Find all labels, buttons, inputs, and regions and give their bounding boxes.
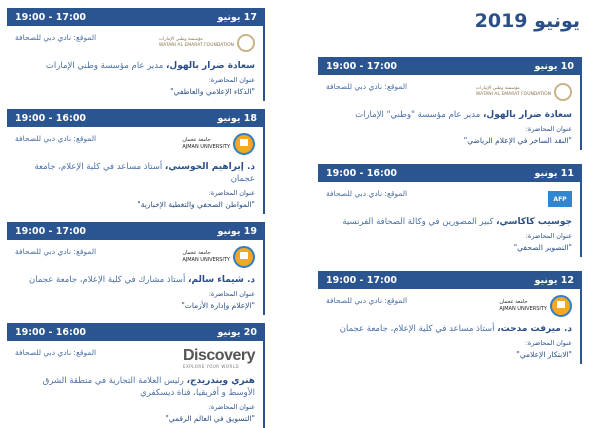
- session-body: [7, 127, 265, 214]
- lecture-title: "النقد الساخر في الإعلام الرياضي": [463, 136, 572, 145]
- speaker: [15, 274, 255, 286]
- speaker: [326, 216, 572, 228]
- session-card: [318, 164, 582, 257]
- session-date: 12 يونيو: [534, 274, 574, 286]
- speaker-role: مدير عام مؤسسة "وطني" الإمارات: [355, 110, 483, 120]
- session-header: [7, 8, 265, 26]
- speaker: [15, 375, 255, 399]
- lecture-title: "التسويق في العالم الرقمي": [165, 414, 255, 423]
- venue: الموقع: نادي دبي للصحافة: [326, 82, 408, 91]
- sponsor-logo: [499, 294, 572, 318]
- session-body: [318, 182, 582, 257]
- speaker: [326, 109, 572, 121]
- session-time: 19:00 - 17:00: [15, 11, 87, 23]
- venue: الموقع: نادي دبي للصحافة: [15, 247, 97, 256]
- session-header: [7, 222, 265, 240]
- ajman-logo-icon: [233, 133, 255, 155]
- speaker-name: د. إبراهيم الحوسني،: [164, 162, 255, 172]
- lecture-title: "الابتكار الإعلامي": [516, 350, 572, 359]
- speaker-role: رئيس العلامة التجارية في منطقة الشرق الأوسط و أفريقيا، قناة ديسكفري: [42, 376, 255, 398]
- speaker: [15, 161, 255, 185]
- logo-text: مؤسسة وطني الإمارات WATANI AL EMARAT FOUNDATION: [475, 86, 551, 97]
- session-time: 19:00 - 16:00: [15, 326, 87, 338]
- session-header: [318, 57, 582, 75]
- venue: الموقع: نادي دبي للصحافة: [15, 348, 97, 357]
- session-time: 19:00 - 16:00: [15, 112, 87, 124]
- sponsor-logo: [182, 132, 255, 156]
- lecture-label: عنوان المحاضرة:: [208, 189, 255, 197]
- speaker-role: أستاذ مشارك في كلية الإعلام، جامعة عجمان: [29, 275, 189, 285]
- session-time: 19:00 - 17:00: [326, 60, 398, 72]
- speaker-name: سعادة ضرار بالهول،: [482, 110, 572, 120]
- lecture-label: عنوان المحاضرة:: [208, 290, 255, 298]
- session-body: [7, 26, 265, 101]
- lecture-label: عنوان المحاضرة:: [208, 403, 255, 411]
- watani-logo-icon: [237, 34, 255, 52]
- discovery-tagline: EXPLORE YOUR WORLD: [183, 363, 240, 369]
- session-card: [7, 222, 265, 315]
- speaker-role: كبير المصورين في وكالة الصحافة الفرنسية: [342, 217, 497, 227]
- venue: الموقع: نادي دبي للصحافة: [326, 296, 408, 305]
- lecture-label: عنوان المحاضرة:: [525, 232, 572, 240]
- lecture-label: عنوان المحاضرة:: [208, 76, 255, 84]
- discovery-logo: Discovery: [183, 346, 255, 364]
- session-card: [7, 8, 265, 101]
- session-date: 11 يونيو: [534, 167, 574, 179]
- lecture-label: عنوان المحاضرة:: [525, 339, 572, 347]
- speaker-role: مدير عام مؤسسة وطني الإمارات: [45, 61, 166, 71]
- speaker: [326, 323, 572, 335]
- logo-text: جامعة عجمان AJMAN UNIVERSITY: [499, 299, 547, 312]
- venue: الموقع: نادي دبي للصحافة: [326, 189, 408, 198]
- session-time: 19:00 - 17:00: [326, 274, 398, 286]
- speaker-role: أستاذ مساعد في كلية الإعلام، جامعة عجمان: [339, 324, 498, 334]
- speaker-name: هنري ويندريدج،: [186, 376, 255, 386]
- session-time: 19:00 - 17:00: [15, 225, 87, 237]
- schedule-column-right: [318, 57, 582, 364]
- lecture-title: "التصوير الصحفي": [513, 243, 572, 252]
- session-body: [318, 75, 582, 150]
- session-date: 18 يونيو: [217, 112, 257, 124]
- session-header: [7, 323, 265, 341]
- session-card: [318, 271, 582, 364]
- session-body: [7, 240, 265, 315]
- sponsor-logo: [183, 346, 255, 370]
- speaker-name: جوسيب كاكاسي،: [496, 217, 572, 227]
- session-header: [318, 164, 582, 182]
- session-date: 17 يونيو: [217, 11, 257, 23]
- speaker-role: أستاذ مساعد في كلية الإعلام، جامعة عجمان: [34, 162, 255, 184]
- venue: الموقع: نادي دبي للصحافة: [15, 134, 97, 143]
- schedule-column-left: [7, 8, 265, 428]
- session-card: [7, 109, 265, 214]
- session-card: [318, 57, 582, 150]
- logo-text: جامعة عجمان AJMAN UNIVERSITY: [182, 250, 230, 263]
- speaker: [15, 60, 255, 72]
- session-header: [7, 109, 265, 127]
- session-date: 10 يونيو: [534, 60, 574, 72]
- sponsor-logo: [182, 245, 255, 269]
- ajman-logo-icon: [550, 295, 572, 317]
- watani-logo-icon: [554, 83, 572, 101]
- logo-text: مؤسسة وطني الإمارات WATANI AL EMARAT FOUNDATION: [158, 37, 234, 48]
- speaker-name: سعادة ضرار بالهول،: [165, 61, 255, 71]
- lecture-label: عنوان المحاضرة:: [525, 125, 572, 133]
- session-time: 19:00 - 16:00: [326, 167, 398, 179]
- page-title: يونيو 2019: [474, 10, 580, 32]
- venue: الموقع: نادي دبي للصحافة: [15, 33, 97, 42]
- lecture-title: "المواطن الصحفي والتغطية الإخبارية": [137, 200, 255, 209]
- session-date: 19 يونيو: [217, 225, 257, 237]
- session-body: [318, 289, 582, 364]
- sponsor-logo: [159, 31, 255, 55]
- lecture-title: "الإعلام وإدارة الأزمات": [181, 301, 255, 310]
- sponsor-logo: [548, 187, 572, 211]
- discovery-logo-block: [183, 347, 255, 370]
- logo-text: جامعة عجمان AJMAN UNIVERSITY: [182, 137, 230, 150]
- session-body: [7, 341, 265, 428]
- session-header: [318, 271, 582, 289]
- session-card: [7, 323, 265, 428]
- speaker-name: د. ميرفت مدحت،: [497, 324, 572, 334]
- ajman-logo-icon: [233, 246, 255, 268]
- speaker-name: د. شيماء سالم،: [188, 275, 255, 285]
- afp-logo-icon: AFP: [548, 191, 572, 207]
- lecture-title: "الذكاء الإعلامي والعاطفي": [170, 87, 255, 96]
- sponsor-logo: [476, 80, 572, 104]
- session-date: 20 يونيو: [217, 326, 257, 338]
